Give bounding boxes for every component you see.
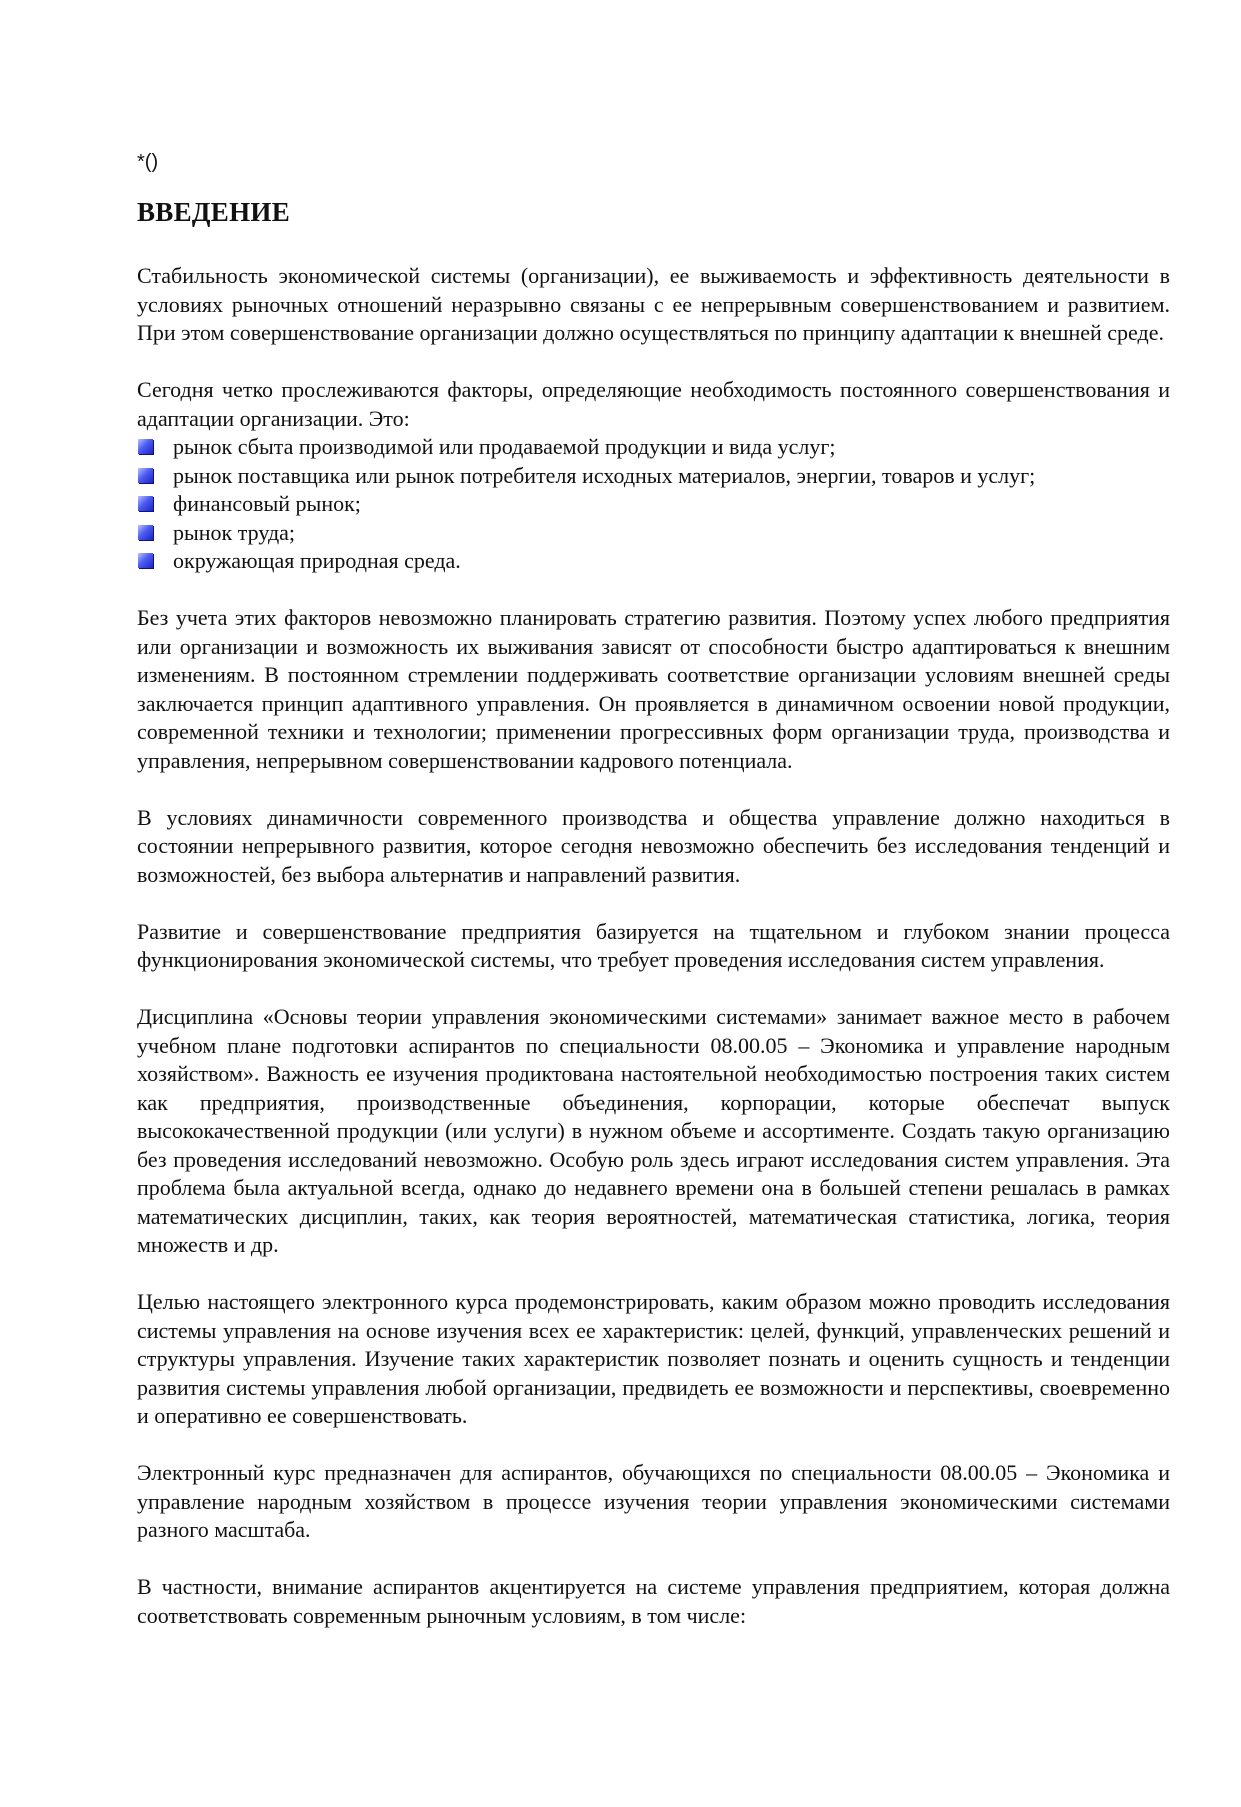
paragraph-development: Развитие и совершенствование предприятия базируется на тщательном и глубоком знании процесса функционирования экономической системы, что требует проведения исследования систем управления. [137,918,1170,972]
document-page [137,150,1170,1659]
list-item-text: рынок поставщика или рынок потребителя исходных материалов, энергии, товаров и услуг; [173,462,1036,488]
list-item [137,462,1170,491]
paragraph-stability: Стабильность экономической системы (организации), ее выживаемость и эффективность деятельности в условиях рыночных отношений неразрывно связаны с ее непрерывным совершенствованием и развитием. При этом совершенствование организации должно осуществляться по принципу адаптации к внешней среде. [137,263,1170,345]
paragraph-audience: Электронный курс предназначен для аспирантов, обучающихся по специальности 08.00.05 – Экономика и управление народным хозяйством в процессе изучения теории управления экономическими системами разного масштаба. [137,1460,1170,1542]
page-marker: *() [137,151,159,173]
bullet-square-icon [138,439,153,454]
paragraph-discipline: Дисциплина «Основы теории управления экономическими системами» занимает важное место в рабочем учебном плане подготовки аспирантов по специальности 08.00.05 – Экономика и управление народным хозяйством». Важность ее изучения продиктована настоятельной необходимостью построения таких систем как предприятия, производственные объединения, корпорации, которые обеспечат выпуск высококачественной продукции (или услуги) в нужном объеме и ассортименте. Создать такую организацию без проведения исследований невозможно. Особую роль здесь играют исследования систем управления. Эта проблема была актуальной всегда, однако до недавнего времени она в большей степени решалась в рамках математических дисциплин, таких, как теория вероятностей, математическая статистика, логика, теория множеств и др. [137,1004,1170,1257]
list-item-text: финансовый рынок; [173,491,361,516]
list-item-text: окружающая природная среда. [173,548,461,573]
list-item-text: рынок труда; [173,519,296,545]
bullet-square-icon [138,553,153,568]
paragraph-adaptive-management: Без учета этих факторов невозможно планировать стратегию развития. Поэтому успех любого предприятия или организации и возможность их выживания зависят от способности быстро адаптироваться к внешним изменениям. В постоянном стремлении поддерживать соответствие организации условиям внешней среды заключается принцип адаптивного управления. Он проявляется в динамичном освоении новой продукции, современной техники и технологии; применении прогрессивных форм организации труда, производства и управления, непрерывном совершенствовании кадрового потенциала. [137,605,1170,773]
paragraph-focus: В частности, внимание аспирантов акцентируется на системе управления предприятием, которая должна соответствовать современным рыночным условиям, в том числе: [137,1574,1170,1628]
paragraph-course-goal: Целью настоящего электронного курса продемонстрировать, каким образом можно проводить исследования системы управления на основе изучения всех ее характеристик: целей, функций, управленческих решений и структуры управления. Изучение таких характеристик позволяет познать и оценить сущность и тенденции развития системы управления любой организации, предвидеть ее возможности и перспективы, своевременно и оперативно ее совершенствовать. [137,1289,1170,1428]
list-item [137,547,1170,576]
bullet-square-icon [138,496,153,511]
paragraph-factors-intro: Сегодня четко прослеживаются факторы, определяющие необходимость постоянного совершенствования и адаптации организации. Это: [137,377,1170,431]
list-item [137,519,1170,548]
bullet-square-icon [138,525,153,540]
list-item-text: рынок сбыта производимой или продаваемой продукции и вида услуг; [173,434,836,459]
factors-list [137,433,1170,576]
page-title: ВВЕДЕНИЕ [137,197,291,227]
bullet-square-icon [138,468,153,483]
list-item [137,490,1170,519]
list-item [137,433,1170,462]
paragraph-dynamic-conditions: В условиях динамичности современного производства и общества управление должно находиться в состоянии непрерывного развития, которое сегодня невозможно обеспечить без исследования тенденций и возможностей, без выбора альтернатив и направлений развития. [137,804,1170,887]
